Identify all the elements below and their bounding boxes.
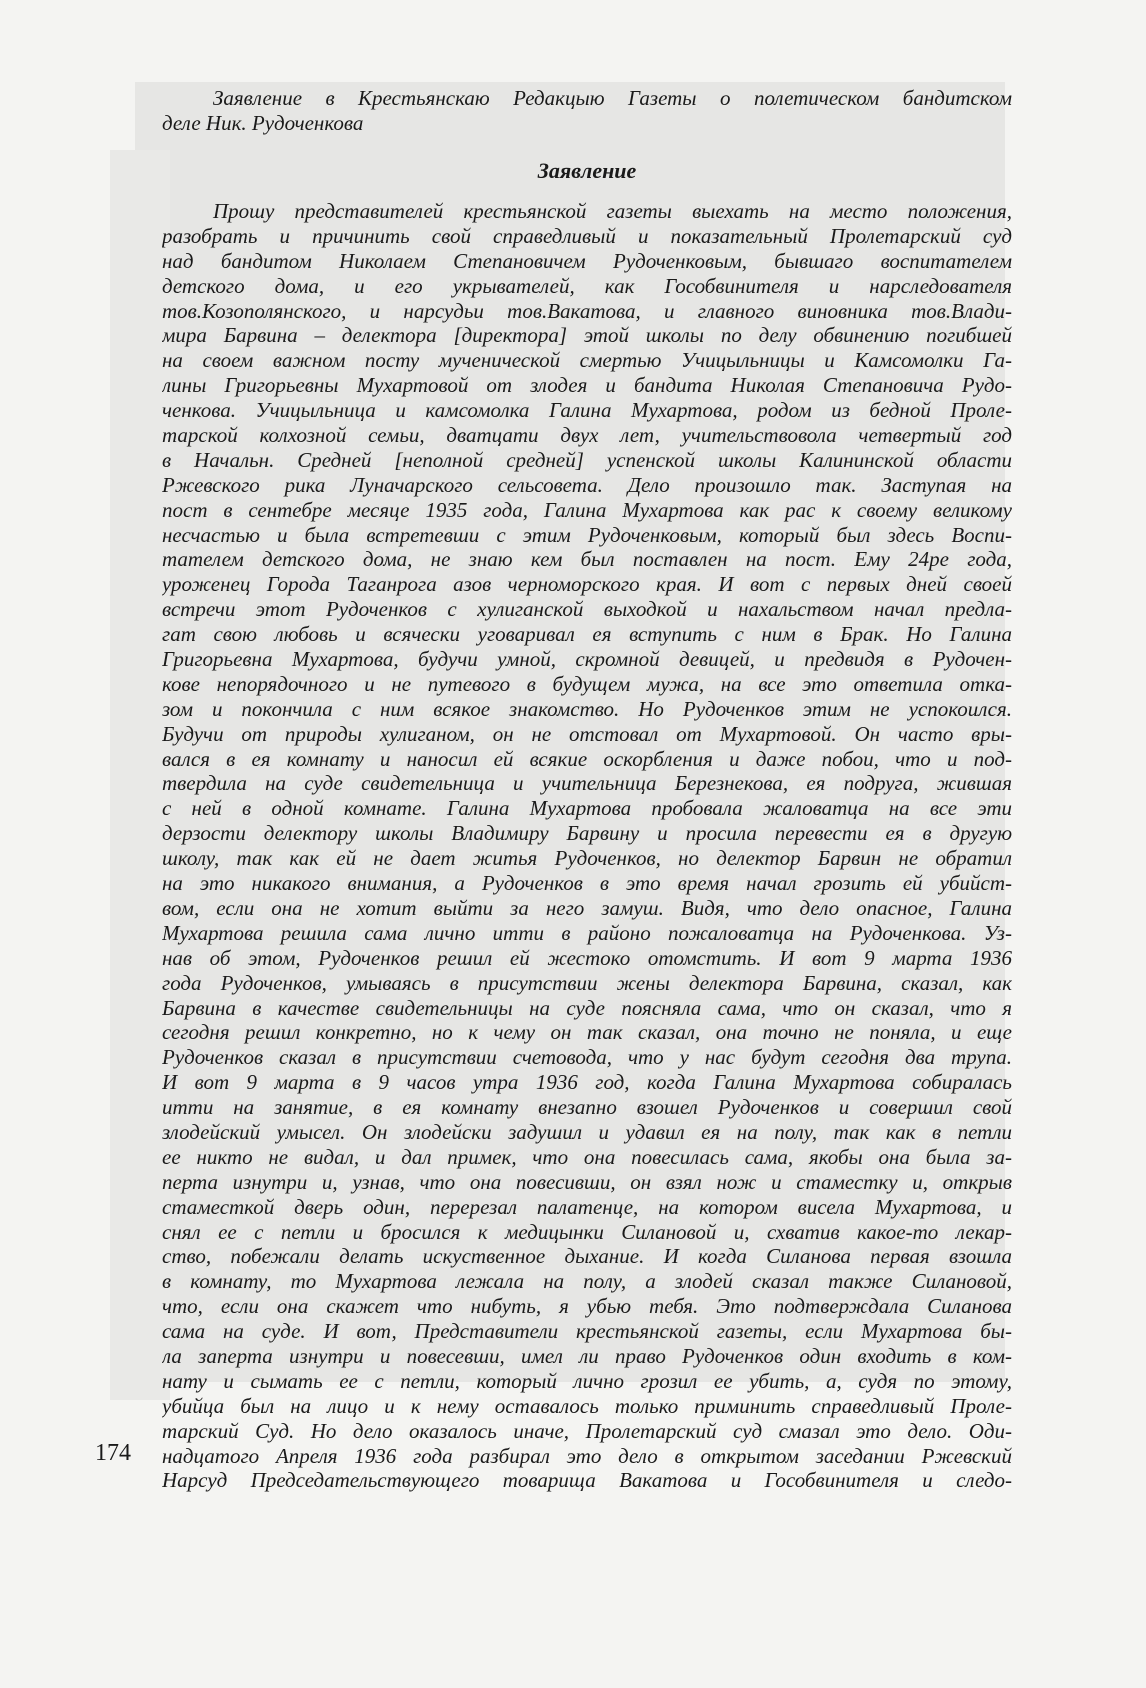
heading-line: Заявление в Крестьянскаю Редакцыю Газеты о полетическом бандитском (213, 86, 1012, 110)
body-line: Прошу представителей крестьянской газеты выехать на место положения, (213, 199, 1012, 223)
body-line: снял ее с петли и бросился к медицынки Силановой и, схватив какое-то лекар- (162, 1219, 1012, 1244)
body-line: в комнату, то Мухартова лежала на полу, а злодей сказал также Силановой, (162, 1269, 1012, 1294)
body-line: ла заперта изнутри и повесевши, имел ли право Рудоченков один входить в ком- (162, 1343, 1012, 1368)
body-line: лины Григорьевны Мухартовой от злодея и бандита Николая Степановича Рудо- (162, 373, 1012, 398)
body-line: Ржевского рика Луначарского сельсовета. Дело произошло так. Заступая на (162, 472, 1012, 497)
body-line: сама на суде. И вот, Представители крестьянской газеты, если Мухартова бы- (162, 1319, 1012, 1344)
body-line: Нарсуд Председательствующего товарища Вакатова и Гособвинителя и следо- (162, 1468, 1012, 1493)
body-line: стаместкой дверь один, перерезал палатенце, на котором висела Мухартова, и (162, 1194, 1012, 1219)
body-line: итти на занятие, в ея комнату внезапно взошел Рудоченков и совершил свой (162, 1095, 1012, 1120)
body-line: года Рудоченков, умываясь в присутствии жены делектора Барвина, сказал, как (162, 970, 1012, 995)
body-line: злодейский умысел. Он злодейски задушил и удавил ея на полу, так как в петли (162, 1119, 1012, 1144)
body-line: встречи этот Рудоченков с хулиганской выходкой и нахальством начал предла- (162, 597, 1012, 622)
page-number: 174 (95, 1440, 131, 1466)
body-line: уроженец Города Таганрога азов черноморского края. И вот с первых дней своей (162, 572, 1012, 597)
document-heading (162, 86, 1012, 136)
heading-line: деле Ник. Рудоченкова (162, 111, 364, 135)
body-line: Григорьевна Мухартова, будучи умной, скромной девицей, и предвидя в Рудочен- (162, 647, 1012, 672)
body-line: И вот 9 марта в 9 часов утра 1936 год, когда Галина Мухартова собиралась (162, 1070, 1012, 1095)
body-line: тарский Суд. Но дело оказалось иначе, Пролетарский суд смазал это дело. Оди- (162, 1418, 1012, 1443)
body-line: сегодня решил конкретно, но к чему он так сказал, она точно не поняла, и еще (162, 1020, 1012, 1045)
body-line: школу, так как ей не дает житья Рудоченков, но делектор Барвин не обратил (162, 846, 1012, 871)
scan-shading-bleed (110, 150, 170, 1400)
body-line: с ней в одной комнате. Галина Мухартова пробовала жаловатца на все эти (162, 796, 1012, 821)
body-line: дерзости делектору школы Владимиру Барвину и просила перевести ея в другую (162, 821, 1012, 846)
body-line: разобрать и причинить свой справедливый и показательный Пролетарский суд (162, 223, 1012, 248)
body-line: кове непорядочного и не путевого в будущем мужа, на все это ответила отка- (162, 671, 1012, 696)
body-line: на это никакого внимания, а Рудоченков в это время начал грозить ей убийст- (162, 871, 1012, 896)
body-line: вался в ея комнату и наносил ей всякие оскорбления и даже побои, что и под- (162, 746, 1012, 771)
body-line: Барвина в качестве свидетельницы на суде поясняла сама, что он сказал, что я (162, 995, 1012, 1020)
body-line: зом и покончила с ним всякое знакомство. Но Рудоченков этим не успокоился. (162, 696, 1012, 721)
body-line: тов.Козополянского, и нарсудьи тов.Вакатова, и главного виновника тов.Влади- (162, 298, 1012, 323)
body-line: на своем важном посту мученической смертью Учицыльницы и Камсомолки Га- (162, 348, 1012, 373)
body-line: Будучи от природы хулиганом, он не отстовал от Мухартовой. Он часто вры- (162, 721, 1012, 746)
body-line: ченкова. Учицыльница и камсомолка Галина Мухартова, родом из бедной Проле- (162, 398, 1012, 423)
body-line: твердила на суде свидетельница и учительница Березнекова, ея подруга, жившая (162, 771, 1012, 796)
document-body (162, 199, 1012, 1493)
body-line: ее никто не видал, и дал примек, что она повесилась сама, якобы она была за- (162, 1144, 1012, 1169)
body-line: нату и сымать ее с петли, который лично грозил ее убить, а, судя по этому, (162, 1368, 1012, 1393)
body-line: пост в сентебре месяце 1935 года, Галина Мухартова как рас к своему великому (162, 497, 1012, 522)
body-line: убийца был на лицо и к нему оставалось только приминить справедливый Проле- (162, 1393, 1012, 1418)
body-line: нав об этом, Рудоченков решил ей жестоко отомстить. И вот 9 марта 1936 (162, 945, 1012, 970)
body-line: перта изнутри и, узнав, что она повесивши, он взял нож и стаместку и, открыв (162, 1169, 1012, 1194)
body-line: мира Барвина – делектора [директора] этой школы по делу обвинению погибшей (162, 323, 1012, 348)
body-line: тателем детского дома, не знаю кем был поставлен на пост. Ему 24ре года, (162, 547, 1012, 572)
body-line: детского дома, и его укрывателей, как Гособвинителя и нарследователя (162, 273, 1012, 298)
body-line: несчастью и была встретевши с этим Рудоченковым, который был здесь Воспи- (162, 522, 1012, 547)
body-line: надцатого Апреля 1936 года разбирал это дело в открытом заседании Ржевский (162, 1443, 1012, 1468)
body-line: Мухартова решила сама лично итти в районо пожаловатца на Рудоченкова. Уз- (162, 920, 1012, 945)
document-title: Заявление (537, 158, 637, 183)
body-line: что, если она скажет что нибуть, я убью тебя. Это подтверждала Силанова (162, 1294, 1012, 1319)
body-line: тарской колхозной семьи, дватцати двух лет, учительствовола четвертый год (162, 423, 1012, 448)
body-line: ство, побежали делать искуственное дыхание. И когда Силанова первая взошла (162, 1244, 1012, 1269)
body-line: над бандитом Николаем Степановичем Рудоченковым, бывшаго воспитателем (162, 248, 1012, 273)
body-line: вом, если она не хотит выйти за него замуш. Видя, что дело опасное, Галина (162, 895, 1012, 920)
body-line: гат свою любовь и всячески уговаривал ея вступить с ним в Брак. Но Галина (162, 622, 1012, 647)
body-line: в Начальн. Средней [неполной средней] успенской школы Калининской области (162, 447, 1012, 472)
body-line: Рудоченков сказал в присутствии счетовода, что у нас будут сегодня два трупа. (162, 1045, 1012, 1070)
